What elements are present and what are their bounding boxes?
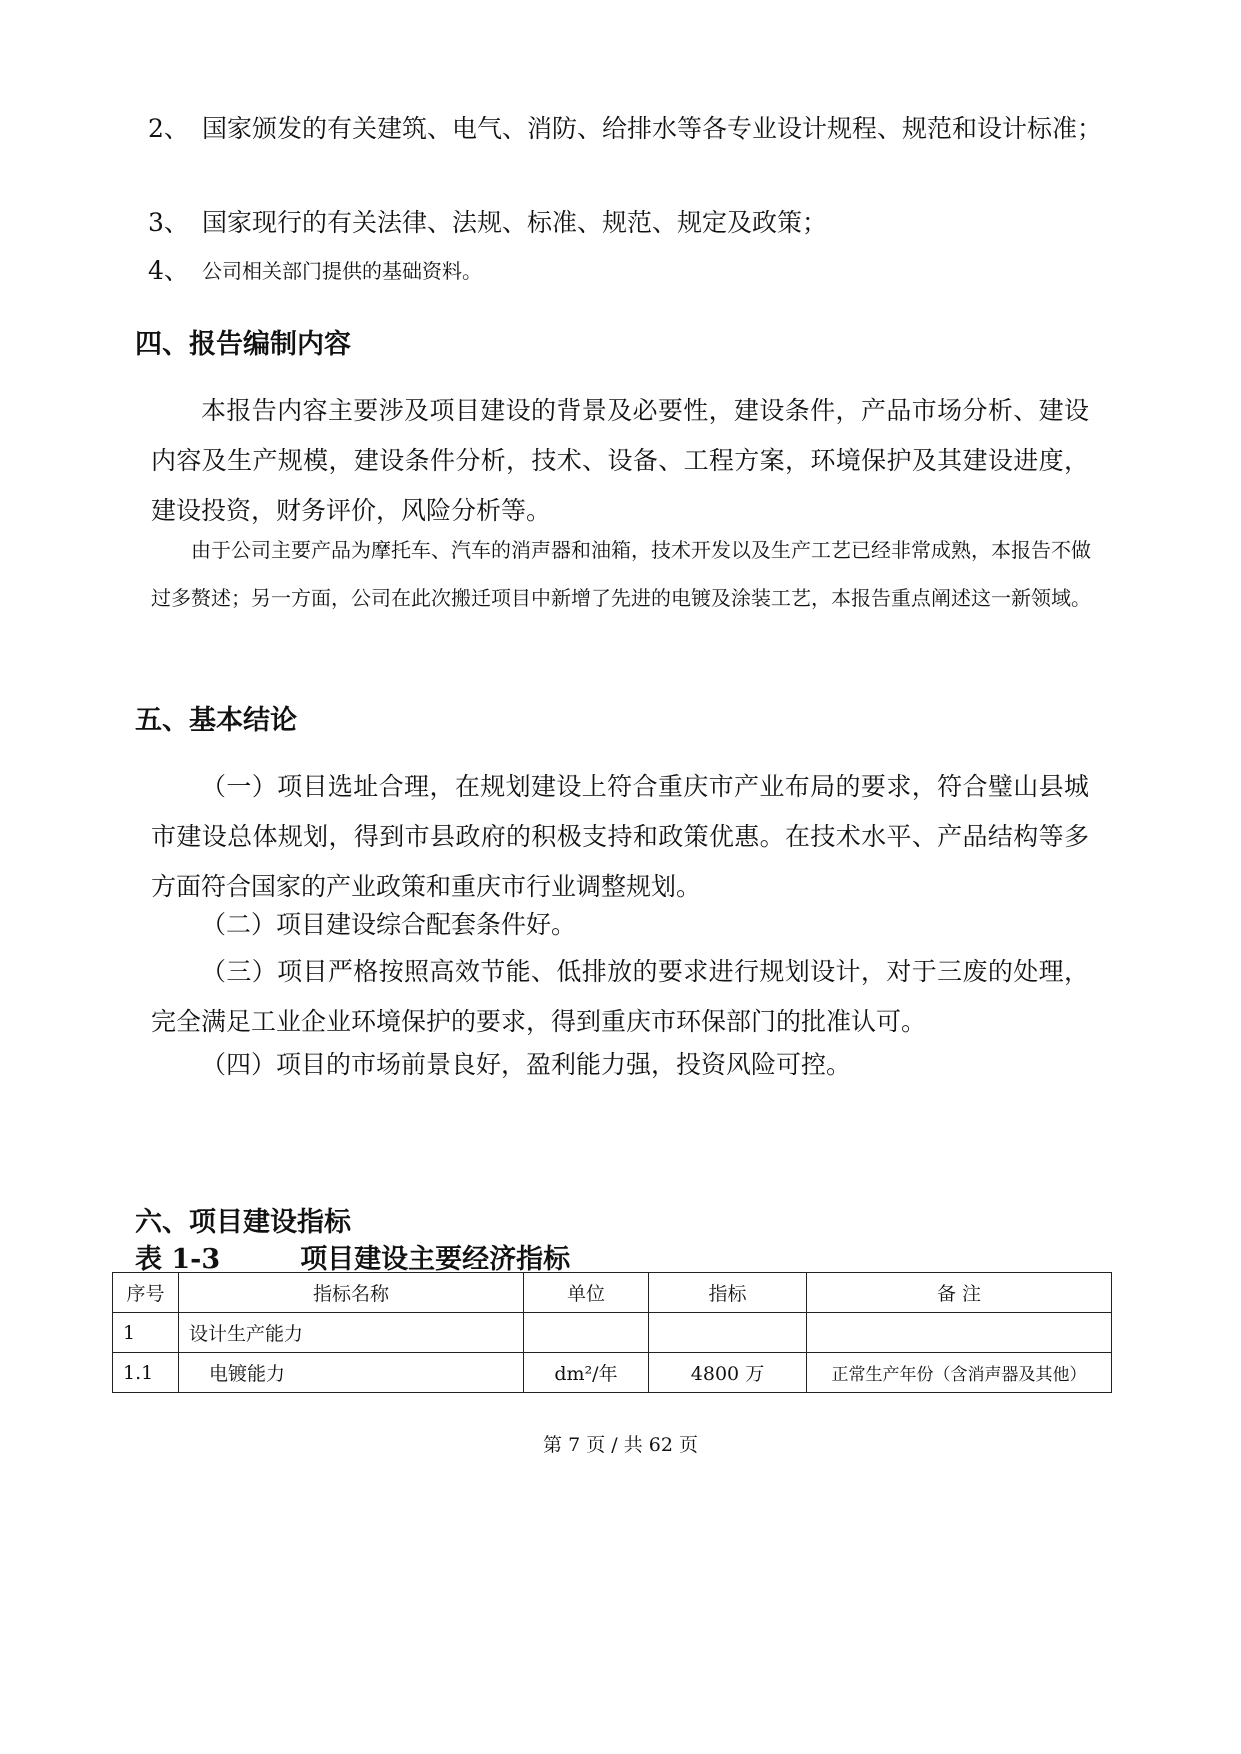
section5-paragraph-2: （二）项目建设综合配套条件好。 <box>201 910 577 939</box>
table-title: 项目建设主要经济指标 <box>300 1244 571 1275</box>
table-header-row <box>113 1273 1112 1313</box>
table-cell: 正常生产年份（含消声器及其他） <box>807 1353 1112 1393</box>
section-heading-5: 五、基本结论 <box>135 705 297 736</box>
list-text: 国家现行的有关法律、法规、标准、规范、规定及政策； <box>202 208 828 237</box>
list-text: 国家颁发的有关建筑、电气、消防、给排水等各专业设计规程、规范和设计标准； <box>202 114 1103 143</box>
section4-paragraph-1: 本报告内容主要涉及项目建设的背景及必要性，建设条件，产品市场分析、建设内容及生产规模，建设条件分析，技术、设备、工程方案，环境保护及其建设进度，建设投资，财务评价，风险分析等。 <box>151 396 1089 525</box>
section-heading-4: 四、报告编制内容 <box>135 329 351 360</box>
indicators-table <box>112 1272 1112 1393</box>
table-row <box>113 1313 1112 1353</box>
table-cell: 1 <box>113 1313 179 1353</box>
table-caption <box>135 1237 570 1276</box>
page-footer: 第 7 页 / 共 62 页 <box>543 1434 698 1456</box>
table-header: 备 注 <box>807 1273 1112 1313</box>
table-cell <box>524 1313 649 1353</box>
section4-paragraph-2: 由于公司主要产品为摩托车、汽车的消声器和油箱，技术开发以及生产工艺已经非常成熟，本报告不做过多赘述；另一方面，公司在此次搬迁项目中新增了先进的电镀及涂装工艺，本报告重点阐述这一新领域。 <box>151 538 1091 610</box>
section5-paragraph-4: （四）项目的市场前景良好，盈利能力强，投资风险可控。 <box>201 1050 852 1079</box>
section-heading-6: 六、项目建设指标 <box>135 1207 351 1238</box>
table-row <box>113 1353 1112 1393</box>
table-label: 表 1-3 <box>135 1244 221 1275</box>
section5-paragraph-1: （一）项目选址合理，在规划建设上符合重庆市产业布局的要求，符合璧山县城市建设总体规划，得到市县政府的积极支持和政策优惠。在技术水平、产品结构等多方面符合国家的产业政策和重庆市行业调整规划。 <box>151 772 1089 901</box>
table-cell <box>807 1313 1112 1353</box>
list-number: 2、 <box>148 114 189 143</box>
section5-paragraph-3: （三）项目严格按照高效节能、低排放的要求进行规划设计，对于三废的处理，完全满足工业企业环境保护的要求，得到重庆市环保部门的批准认可。 <box>151 957 1089 1036</box>
table-cell <box>649 1313 807 1353</box>
table-header: 单位 <box>524 1273 649 1313</box>
table-cell: 设计生产能力 <box>179 1313 524 1353</box>
list-number: 3、 <box>148 208 189 237</box>
table-cell: dm²/年 <box>524 1353 649 1393</box>
list-number: 4、 <box>148 256 189 285</box>
table-cell: 1.1 <box>113 1353 179 1393</box>
table-header: 指标 <box>649 1273 807 1313</box>
list-text: 公司相关部门提供的基础资料。 <box>202 259 482 283</box>
table-header: 序号 <box>113 1273 179 1313</box>
table-header: 指标名称 <box>179 1273 524 1313</box>
table-cell: 4800 万 <box>649 1353 807 1393</box>
table-cell: 电镀能力 <box>179 1353 524 1393</box>
